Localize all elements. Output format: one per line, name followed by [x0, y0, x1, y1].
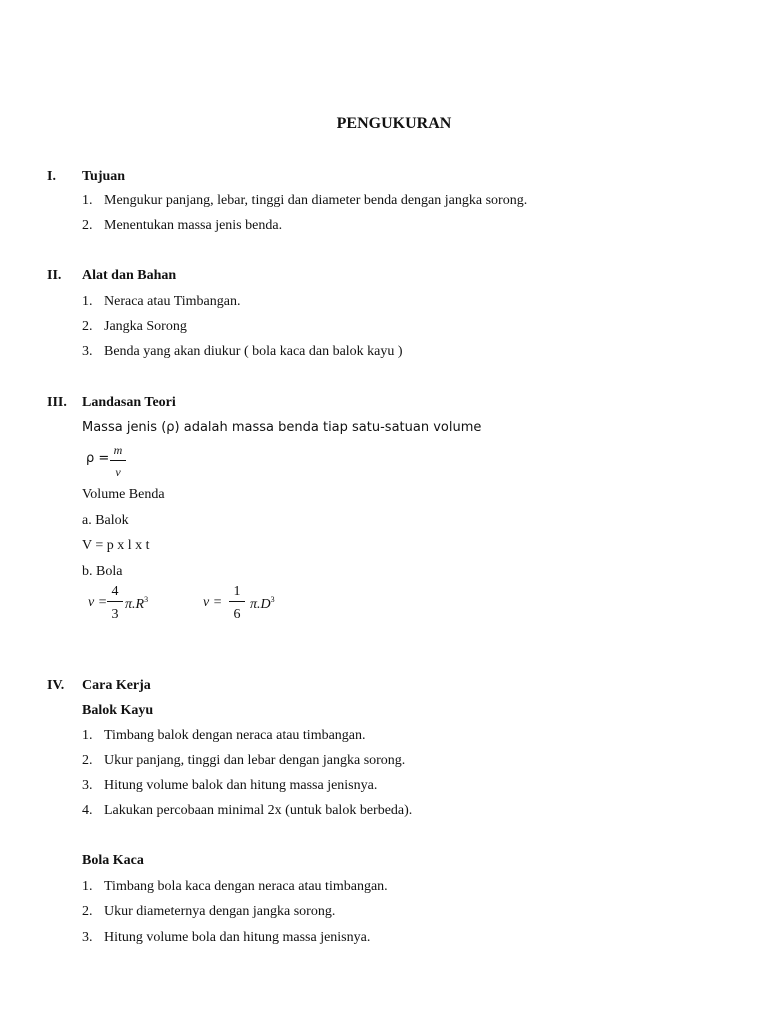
list-item-number: 2. — [82, 753, 93, 768]
list-item-text: Ukur panjang, tinggi dan lebar dengan jangka sorong. — [104, 753, 406, 768]
list-item — [82, 345, 403, 359]
list-item-text: Lakukan percobaan minimal 2x (untuk balok berbeda). — [104, 803, 413, 818]
section-1-heading: Tujuan — [82, 169, 126, 184]
list-item-text: Menentukan massa jenis benda. — [104, 218, 283, 233]
bola-formula-2-numerator: 1 — [233, 584, 241, 599]
bola-formula-2-rest: $\pi.D^3$ — [250, 595, 275, 612]
density-formula-numerator: m — [113, 443, 123, 457]
bola-formula-2-denominator: 6 — [233, 607, 241, 622]
list-item-number: 1. — [82, 879, 93, 894]
list-item-number: 3. — [82, 930, 93, 945]
list-item-text: Hitung volume bola dan hitung massa jenisnya. — [104, 930, 371, 945]
section-3-heading: Landasan Teori — [82, 395, 176, 410]
page-title: PENGUKURAN — [336, 115, 452, 132]
bola-kaca-heading: Bola Kaca — [82, 853, 144, 868]
list-item — [82, 931, 370, 945]
bola-formula-1-numerator: 4 — [111, 584, 119, 599]
balok-kayu-heading: Balok Kayu — [82, 703, 154, 718]
list-item-text: Hitung volume balok dan hitung massa jenisnya. — [104, 778, 378, 793]
list-item-number: 1. — [82, 193, 93, 208]
section-3-roman: III. — [47, 395, 67, 410]
bola-1-fraction-bar — [107, 601, 123, 602]
list-item — [82, 295, 240, 309]
list-item — [82, 320, 187, 334]
bola-formula-1-rest: $\pi.R^3$ — [125, 595, 149, 612]
list-item-number: 3. — [82, 344, 93, 359]
list-item-number: 1. — [82, 294, 93, 309]
list-item — [82, 219, 282, 233]
section-2-heading: Alat dan Bahan — [82, 268, 177, 283]
density-definition: Massa jenis (ρ) adalah massa benda tiap satu-satuan volume — [82, 420, 482, 435]
list-item-number: 2. — [82, 218, 93, 233]
density-formula-denominator: v — [115, 465, 121, 479]
list-item — [82, 194, 527, 208]
list-item-number: 2. — [82, 904, 93, 919]
section-2-roman: II. — [47, 268, 62, 283]
list-item-text: Neraca atau Timbangan. — [104, 294, 241, 309]
list-item — [82, 804, 412, 818]
section-4-heading: Cara Kerja — [82, 678, 151, 693]
bola-formula-1-denominator: 3 — [111, 607, 119, 622]
bola-2-fraction-bar — [229, 601, 245, 602]
list-item — [82, 729, 366, 743]
bola-label: b. Bola — [82, 564, 123, 579]
volume-label: Volume Benda — [82, 487, 165, 502]
list-item-number: 4. — [82, 803, 93, 818]
bola-formula-1-lhs: v = — [88, 595, 108, 610]
list-item — [82, 905, 335, 919]
density-formula-lhs: ρ = — [86, 451, 110, 466]
list-item-text: Timbang balok dengan neraca atau timbangan. — [104, 728, 366, 743]
bola-formula-2-lhs: v = — [203, 595, 223, 610]
list-item — [82, 779, 377, 793]
list-item-text: Mengukur panjang, lebar, tinggi dan diameter benda dengan jangka sorong. — [104, 193, 528, 208]
list-item-text: Jangka Sorong — [104, 319, 187, 334]
list-item-text: Ukur diameternya dengan jangka sorong. — [104, 904, 336, 919]
list-item-number: 3. — [82, 778, 93, 793]
balok-label: a. Balok — [82, 513, 129, 528]
section-4-roman: IV. — [47, 678, 65, 693]
list-item-text: Benda yang akan diukur ( bola kaca dan balok kayu ) — [104, 344, 403, 359]
list-item-text: Timbang bola kaca dengan neraca atau timbangan. — [104, 879, 388, 894]
balok-formula: V = p x l x t — [82, 538, 150, 553]
density-fraction-bar — [110, 460, 126, 461]
list-item — [82, 754, 405, 768]
section-1-roman: I. — [47, 169, 56, 184]
list-item — [82, 880, 388, 894]
list-item-number: 2. — [82, 319, 93, 334]
list-item-number: 1. — [82, 728, 93, 743]
